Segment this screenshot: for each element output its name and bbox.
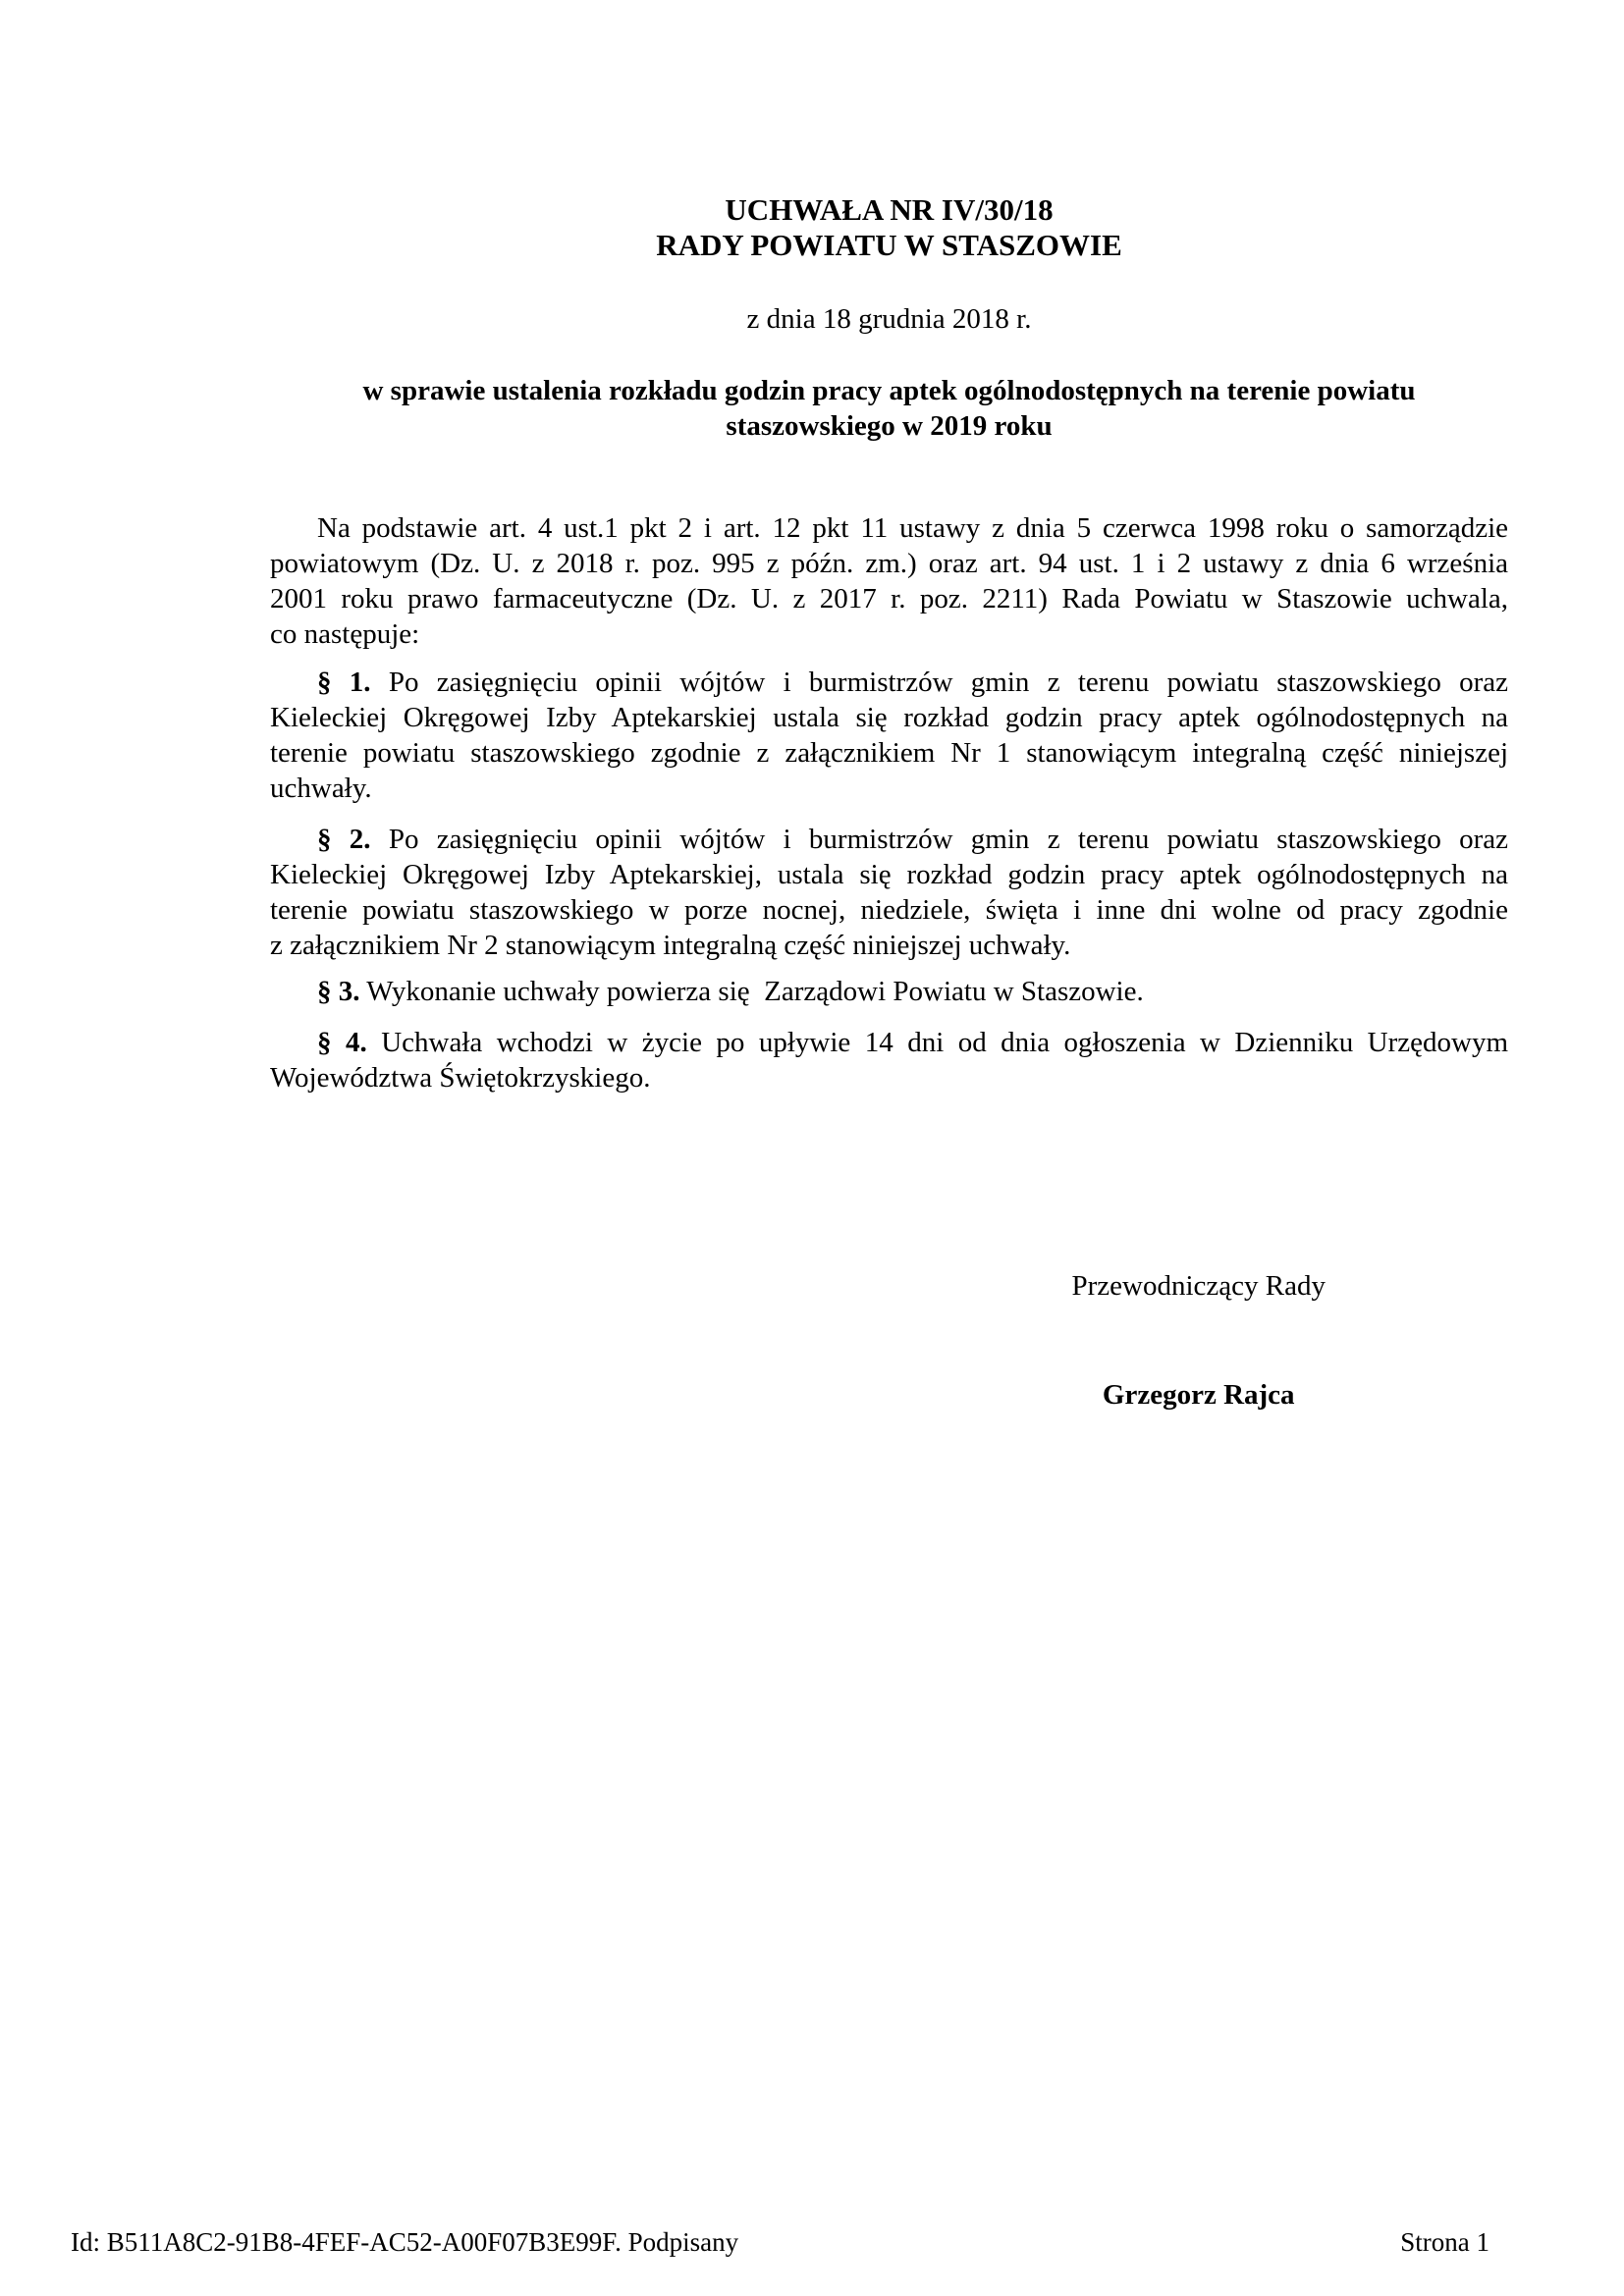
text-line: 2001 roku prawo farmaceutyczne (Dz. U. z 2017 r. poz. 2211) Rada Powiatu w Staszowie uchwala, (270, 583, 1508, 614)
text-line (270, 822, 1508, 857)
signature-role: Przewodniczący Rady (1071, 1270, 1326, 1302)
paragraph-3-text: Wykonanie uchwały powierza się Zarządowi Powiatu w Staszowie. (366, 976, 1144, 1007)
text-line: Województwa Świętokrzyskiego. (270, 1062, 651, 1094)
paragraph-4-marker: § 4. (317, 1027, 367, 1058)
text-line: Na podstawie art. 4 ust.1 pkt 2 i art. 12 pkt 11 ustawy z dnia 5 czerwca 1998 roku o samorządzie (317, 512, 1508, 544)
page-number: Strona 1 (1400, 2227, 1489, 2257)
paragraph-1 (270, 665, 1508, 806)
paragraph-2-text: Po zasięgnięciu opinii wójtów i burmistrzów gmin z terenu powiatu staszowskiego oraz (388, 824, 1509, 855)
footer (71, 2224, 1489, 2260)
paragraph-2 (270, 822, 1508, 963)
paragraph-4-text: Uchwała wchodzi w życie po upływie 14 dni od dnia ogłoszenia w Dzienniku Urzędowym (381, 1027, 1509, 1058)
text-line (270, 1025, 1508, 1060)
title-line-2: RADY POWIATU W STASZOWIE (656, 228, 1122, 262)
text-line: terenie powiatu staszowskiego zgodnie z załącznikiem Nr 1 stanowiącym integralną część niniejszej (270, 737, 1508, 769)
subject-line-1: w sprawie ustalenia rozkładu godzin pracy aptek ogólnodostępnych na terenie powiatu (362, 375, 1416, 406)
resolution-title (270, 192, 1508, 263)
resolution-subject (270, 373, 1508, 444)
text-line: uchwały. (270, 773, 372, 804)
document-content (270, 0, 1508, 1413)
text-line: powiatowym (Dz. U. z 2018 r. poz. 995 z późn. zm.) oraz art. 94 ust. 1 i 2 ustawy z dnia 6 września (270, 548, 1508, 579)
subject-line-2: staszowskiego w 2019 roku (726, 410, 1053, 442)
resolution-date: z dnia 18 grudnia 2018 r. (746, 303, 1032, 335)
preamble-paragraph (270, 510, 1508, 652)
paragraph-1-text: Po zasięgnięciu opinii wójtów i burmistrzów gmin z terenu powiatu staszowskiego oraz (388, 667, 1509, 698)
text-line: Kieleckiej Okręgowej Izby Aptekarskiej ustala się rozkład godzin pracy aptek ogólnodostępnych na (270, 702, 1508, 733)
signature-name: Grzegorz Rajca (1102, 1379, 1295, 1411)
paragraph-3-marker: § 3. (317, 976, 360, 1007)
text-line: Kieleckiej Okręgowej Izby Aptekarskiej, ustala się rozkład godzin pracy aptek ogólnodostępnych na (270, 859, 1508, 890)
paragraph-3 (270, 974, 1508, 1009)
text-line: z załącznikiem Nr 2 stanowiącym integralną część niniejszej uchwały. (270, 930, 1071, 961)
document-id: Id: B511A8C2-91B8-4FEF-AC52-A00F07B3E99F. Podpisany (71, 2227, 739, 2257)
paragraph-4 (270, 1025, 1508, 1095)
text-line (270, 974, 1508, 1009)
text-line (270, 665, 1508, 700)
text-line: terenie powiatu staszowskiego w porze nocnej, niedziele, święta i inne dni wolne od pracy zgodnie (270, 894, 1508, 926)
text-line: co następuje: (270, 618, 420, 650)
paragraph-1-marker: § 1. (317, 667, 371, 698)
paragraph-2-marker: § 2. (317, 824, 371, 855)
title-line-1: UCHWAŁA NR IV/30/18 (725, 192, 1054, 227)
signature-block (890, 1268, 1509, 1413)
